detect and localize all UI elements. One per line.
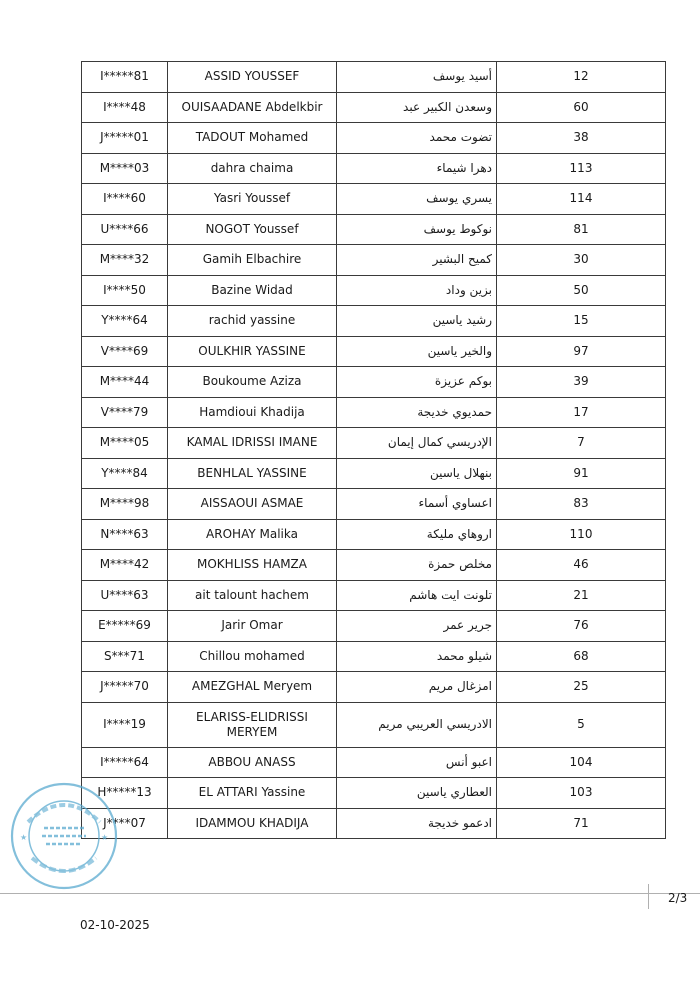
arabic-name-cell: العطاري ياسين xyxy=(337,778,497,809)
number-cell: 114 xyxy=(497,184,666,215)
latin-name-cell: Bazine Widad xyxy=(168,275,337,306)
latin-name-cell: rachid yassine xyxy=(168,306,337,337)
latin-name-cell: NOGOT Youssef xyxy=(168,214,337,245)
id-cell: I****48 xyxy=(82,92,168,123)
table-row xyxy=(82,458,666,489)
table-body xyxy=(82,62,666,839)
arabic-name-cell: مخلص حمزة xyxy=(337,550,497,581)
id-cell: I****19 xyxy=(82,702,168,747)
id-cell: J****07 xyxy=(82,808,168,839)
table-row xyxy=(82,92,666,123)
table-row xyxy=(82,519,666,550)
table-row xyxy=(82,550,666,581)
number-cell: 7 xyxy=(497,428,666,459)
footer-divider xyxy=(0,893,700,894)
number-cell: 17 xyxy=(497,397,666,428)
id-cell: Y****64 xyxy=(82,306,168,337)
table-row xyxy=(82,808,666,839)
id-cell: E*****69 xyxy=(82,611,168,642)
id-cell: V****79 xyxy=(82,397,168,428)
arabic-name-cell: كميح البشير xyxy=(337,245,497,276)
table-row xyxy=(82,123,666,154)
number-cell: 38 xyxy=(497,123,666,154)
latin-name-cell: ait talount hachem xyxy=(168,580,337,611)
table-row xyxy=(82,153,666,184)
table-row xyxy=(82,397,666,428)
number-cell: 25 xyxy=(497,672,666,703)
id-cell: J*****70 xyxy=(82,672,168,703)
table-row xyxy=(82,306,666,337)
arabic-name-cell: الإدريسي كمال إيمان xyxy=(337,428,497,459)
number-cell: 15 xyxy=(497,306,666,337)
latin-name-cell: AISSAOUI ASMAE xyxy=(168,489,337,520)
latin-name-cell: Yasri Youssef xyxy=(168,184,337,215)
number-cell: 71 xyxy=(497,808,666,839)
arabic-name-cell: اعساوي أسماء xyxy=(337,489,497,520)
arabic-name-cell: دهرا شيماء xyxy=(337,153,497,184)
table-row xyxy=(82,747,666,778)
table-row xyxy=(82,672,666,703)
latin-name-cell: dahra chaima xyxy=(168,153,337,184)
arabic-name-cell: حمديوي خديجة xyxy=(337,397,497,428)
table-row xyxy=(82,641,666,672)
table-row xyxy=(82,702,666,747)
number-cell: 81 xyxy=(497,214,666,245)
number-cell: 21 xyxy=(497,580,666,611)
id-cell: V****69 xyxy=(82,336,168,367)
id-cell: N****63 xyxy=(82,519,168,550)
latin-name-cell: ELARISS-ELIDRISSI MERYEM xyxy=(168,702,337,747)
id-cell: M****05 xyxy=(82,428,168,459)
table-row xyxy=(82,275,666,306)
number-cell: 30 xyxy=(497,245,666,276)
id-cell: I*****64 xyxy=(82,747,168,778)
latin-name-cell: Gamih Elbachire xyxy=(168,245,337,276)
latin-name-cell: IDAMMOU KHADIJA xyxy=(168,808,337,839)
document-date: 02-10-2025 xyxy=(80,918,150,932)
arabic-name-cell: تضوت محمد xyxy=(337,123,497,154)
results-table xyxy=(81,61,666,839)
number-cell: 5 xyxy=(497,702,666,747)
latin-name-cell: TADOUT Mohamed xyxy=(168,123,337,154)
number-cell: 110 xyxy=(497,519,666,550)
arabic-name-cell: يسري يوسف xyxy=(337,184,497,215)
id-cell: J*****01 xyxy=(82,123,168,154)
latin-name-cell: AROHAY Malika xyxy=(168,519,337,550)
id-cell: H*****13 xyxy=(82,778,168,809)
id-cell: M****32 xyxy=(82,245,168,276)
arabic-name-cell: بنهلال ياسين xyxy=(337,458,497,489)
id-cell: M****42 xyxy=(82,550,168,581)
id-cell: I*****81 xyxy=(82,62,168,93)
arabic-name-cell: الادريسي العريبي مريم xyxy=(337,702,497,747)
number-cell: 91 xyxy=(497,458,666,489)
table-row xyxy=(82,428,666,459)
id-cell: M****98 xyxy=(82,489,168,520)
id-cell: Y****84 xyxy=(82,458,168,489)
arabic-name-cell: بزين وداد xyxy=(337,275,497,306)
table-row xyxy=(82,184,666,215)
id-cell: M****44 xyxy=(82,367,168,398)
latin-name-cell: Chillou mohamed xyxy=(168,641,337,672)
table-row xyxy=(82,245,666,276)
table-row xyxy=(82,367,666,398)
arabic-name-cell: والخير ياسين xyxy=(337,336,497,367)
number-cell: 104 xyxy=(497,747,666,778)
arabic-name-cell: شيلو محمد xyxy=(337,641,497,672)
latin-name-cell: Hamdioui Khadija xyxy=(168,397,337,428)
latin-name-cell: ABBOU ANASS xyxy=(168,747,337,778)
latin-name-cell: KAMAL IDRISSI IMANE xyxy=(168,428,337,459)
table-row xyxy=(82,336,666,367)
id-cell: I****50 xyxy=(82,275,168,306)
latin-name-cell: EL ATTARI Yassine xyxy=(168,778,337,809)
latin-name-cell: ASSID YOUSSEF xyxy=(168,62,337,93)
table-row xyxy=(82,214,666,245)
svg-text:★: ★ xyxy=(101,833,109,842)
table-row xyxy=(82,62,666,93)
arabic-name-cell: أسيد يوسف xyxy=(337,62,497,93)
arabic-name-cell: نوكوط يوسف xyxy=(337,214,497,245)
latin-name-cell: OUISAADANE Abdelkbir xyxy=(168,92,337,123)
arabic-name-cell: ادعمو خديجة xyxy=(337,808,497,839)
table-row xyxy=(82,489,666,520)
id-cell: M****03 xyxy=(82,153,168,184)
svg-text:★: ★ xyxy=(20,833,28,842)
table-row xyxy=(82,778,666,809)
latin-name-cell: MOKHLISS HAMZA xyxy=(168,550,337,581)
number-cell: 12 xyxy=(497,62,666,93)
arabic-name-cell: امزغال مريم xyxy=(337,672,497,703)
table-row xyxy=(82,580,666,611)
id-cell: U****66 xyxy=(82,214,168,245)
number-cell: 103 xyxy=(497,778,666,809)
university-seal-stamp xyxy=(8,780,120,892)
number-cell: 76 xyxy=(497,611,666,642)
table-row xyxy=(82,611,666,642)
arabic-name-cell: اعبو أنس xyxy=(337,747,497,778)
arabic-name-cell: جرير عمر xyxy=(337,611,497,642)
page-number: 2/3 xyxy=(668,891,688,905)
id-cell: I****60 xyxy=(82,184,168,215)
number-cell: 113 xyxy=(497,153,666,184)
id-cell: U****63 xyxy=(82,580,168,611)
number-cell: 97 xyxy=(497,336,666,367)
number-cell: 39 xyxy=(497,367,666,398)
id-cell: S***71 xyxy=(82,641,168,672)
arabic-name-cell: رشيد ياسين xyxy=(337,306,497,337)
latin-name-cell: OULKHIR YASSINE xyxy=(168,336,337,367)
arabic-name-cell: بوكم عزيزة xyxy=(337,367,497,398)
number-cell: 46 xyxy=(497,550,666,581)
arabic-name-cell: اروهاي مليكة xyxy=(337,519,497,550)
latin-name-cell: Boukoume Aziza xyxy=(168,367,337,398)
number-cell: 50 xyxy=(497,275,666,306)
arabic-name-cell: تلونت ايت هاشم xyxy=(337,580,497,611)
number-cell: 60 xyxy=(497,92,666,123)
number-cell: 68 xyxy=(497,641,666,672)
number-cell: 83 xyxy=(497,489,666,520)
latin-name-cell: Jarir Omar xyxy=(168,611,337,642)
arabic-name-cell: وسعدن الكبير عبد xyxy=(337,92,497,123)
latin-name-cell: BENHLAL YASSINE xyxy=(168,458,337,489)
latin-name-cell: AMEZGHAL Meryem xyxy=(168,672,337,703)
